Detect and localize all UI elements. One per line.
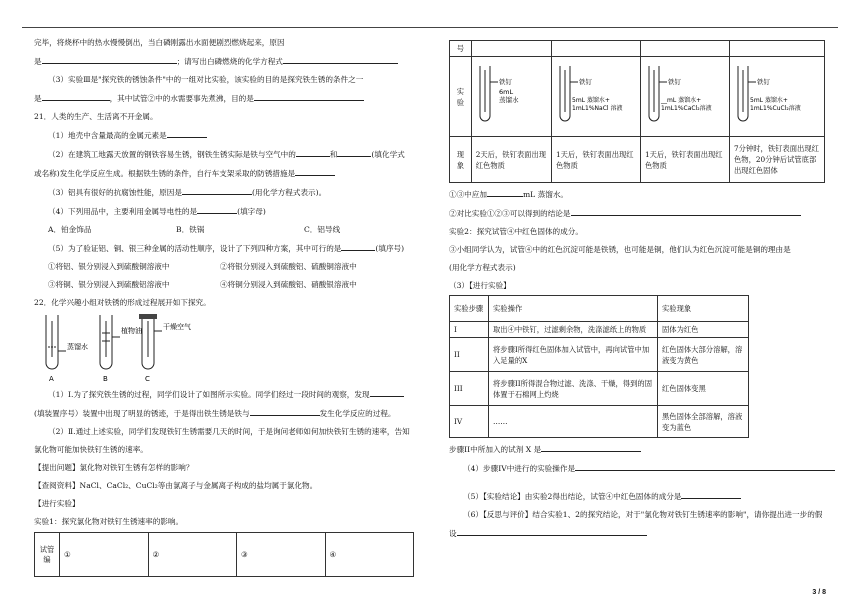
text-line: （1）Ⅰ.为了探究铁生锈的过程，同学们设计了如图所示实验。同学们经过一段时间的观察，发现 [34,387,426,401]
test-tube-icon [734,64,820,126]
svg-text:铁钉: 铁钉 [578,78,592,86]
experiment-2-table [449,295,749,438]
right-column [449,40,837,540]
table-header-cell: 实验步骤 [450,296,489,322]
text-line: ③小组同学认为，试管④中的红色沉淀可能是铁锈，也可能是铜，他们认为红色沉淀可能是铜的理由是 [449,245,791,254]
label-a: A [49,375,54,383]
svg-text:__mL 蒸馏水+: __mL 蒸馏水+ [660,97,702,104]
svg-text:铁钉: 铁钉 [498,78,512,86]
table-cell: 将步骤I所得红色固体加入试管中，再向试管中加入足量的X [489,338,658,372]
text-line: （2）在建筑工地露天放置的钢铁容易生锈，钢铁生锈实际是铁与空气中的 和 (填化学式 [34,147,426,161]
text-line: ①③中应加 mL 蒸馏水。 [449,187,837,201]
left-column [34,36,426,577]
question-21: 21．人类的生产、生活离不开金属。 [34,112,158,121]
table-cell: 将步骤II所得混合物过滤、洗涤、干燥，得到的固体置于石棉网上灼烧 [489,372,658,406]
label-b: B [103,375,108,383]
label-dry-air: 干燥空气 [163,323,191,331]
label-oil: 植物油 [121,327,142,335]
label-c: C [145,375,150,383]
svg-text:5mL 蒸馏水+: 5mL 蒸馏水+ [571,97,610,104]
experiment-1-table-top [34,532,414,577]
text-line: (填装置序号）装置中出现了明显的锈迹，于是得出铁生锈是铁与 发生化学反应的过程。 [34,406,426,420]
table-cell: 7分钟时，铁钉表面出现红色物，20分钟后试管底部出现红色固体 [730,137,825,183]
tube-cell [471,57,551,137]
text-line: （5）【实验结论】由实验2得出结论，试管④中红色固体的成分是 [449,489,837,503]
row-label: 实验 [450,57,472,137]
table-cell: III [450,372,489,406]
table-cell: ② [148,533,237,577]
svg-text:1mL1%CaCl₂溶液: 1mL1%CaCl₂溶液 [660,105,712,112]
table-cell: ① [60,533,149,577]
text-line: 实验1：探究氯化物对铁钉生锈速率的影响。 [34,517,184,526]
tube-cell [551,57,640,137]
text-line: 【提出问题】氯化物对铁钉生锈有怎样的影响？ [34,463,194,472]
svg-text:6mL: 6mL [498,88,513,96]
text-line: 是 ，其中试管②中的水需要事先煮沸，目的是 [34,91,426,105]
svg-text:铁钉: 铁钉 [667,78,681,86]
table-cell: 固体为红色 [658,322,749,338]
table-cell: IV [450,406,489,438]
table-header-cell: 实验现象 [658,296,749,322]
text-line: 实验2：探究试管④中红色固体的成分。 [449,227,583,236]
plan-row: ①将铝、银分别浸入到硫酸铜溶液中 ②将银分别浸入到硫酸铝、硫酸铜溶液中 [48,262,357,271]
test-tube-icon [476,64,546,126]
text-line: ②对比实验①②③可以得到的结论是 [449,206,837,220]
table-header-cell: 实验操作 [489,296,658,322]
svg-text:铁钉: 铁钉 [757,78,770,86]
svg-text:蒸馏水: 蒸馏水 [498,96,519,104]
text-line: （4）步骤IV中进行的实验操作是 [449,461,837,475]
text-line: （3）【进行实验】 [449,281,511,290]
table-cell: 1天后，铁钉表面出现红色物质 [551,137,640,183]
header-rule [22,27,838,28]
label-water: 蒸馏水 [67,343,88,351]
tube-cell [730,57,825,137]
question-22: 22．化学兴趣小组对铁锈的形成过程展开如下探究。 [34,298,211,307]
table-cell: 取出④中铁钉，过滤剩余物，洗涤滤纸上的物质 [489,322,658,338]
text-line: 或名称)发生化学反应生成。根据铁生锈的条件，自行车支架采取的防锈措施是 [34,166,426,180]
table-header-cell: 号 [450,41,472,57]
table-cell: II [450,338,489,372]
text-line: （3）铝具有很好的抗腐蚀性能，原因是 (用化学方程式表示)。 [34,185,426,199]
text-line: (用化学方程式表示) [449,263,516,272]
table-cell: 红色固体大部分溶解，溶液变为黄色 [658,338,749,372]
options-row [34,223,426,236]
table-cell: 2天后，铁钉表面出现红色物质 [471,137,551,183]
text-line: 设 [449,526,837,540]
text-line: 氯化物可能加快铁钉生锈的速率。 [34,445,148,454]
test-tube-icon [645,64,725,126]
table-cell: 黑色固体全部溶解，溶液变为蓝色 [658,406,749,438]
table-header-cell: 试管编 [35,533,60,577]
row-label: 现象 [450,137,472,183]
text-line: 是 ；请写出白磷燃烧的化学方程式 [34,54,426,68]
text-line: （6）【反思与评价】结合实验1、2的探究结论，对于"氯化物对铁钉生锈速率的影响"，请你提出进一步的假 [463,510,823,519]
text-line: 【进行实验】 [34,499,80,508]
svg-text:5mL 蒸馏水+: 5mL 蒸馏水+ [750,97,788,104]
svg-text:1mL1%NaCl 溶液: 1mL1%NaCl 溶液 [571,105,623,112]
option-a: A．铂金饰品 [48,225,92,234]
table-cell: 1天后，铁钉表面出现红色物质 [640,137,729,183]
table-cell: ③ [237,533,326,577]
experiment-1-table-bottom [449,40,825,183]
option-b: B．铁锅 [176,225,205,234]
table-cell: …… [489,406,658,438]
text-line: 【查阅资料】NaCl、CaCl₂、CuCl₂等由氯离子与金属离子构成的盐均属于氯化物。 [34,481,318,490]
svg-text:1mL1%CuCl₂溶液: 1mL1%CuCl₂溶液 [750,105,801,112]
text-line: （2）Ⅱ.通过上述实验，同学们发现铁钉生锈需要几天的时间，于是询问老师如何加快铁钉生锈的速率，告知 [48,427,410,436]
option-c: C．铝导线 [304,225,341,234]
text-line: （5）为了验证铝、铜、银三种金属的活动性顺序，设计了下列四种方案，其中可行的是 (填序号) [34,241,426,255]
text-line: （3）实验Ⅲ是"探究铁的锈蚀条件"中的一组对比实验，该实验的目的是探究铁生锈的条件之一 [48,75,364,84]
text-line: 完毕，将烧杯中的热水慢慢倒出，当白磷刚露出水面便剧烈燃烧起来，原因 [34,38,285,47]
table-cell: ④ [325,533,414,577]
table-cell: I [450,322,489,338]
test-tube-figure [38,311,218,385]
text-line: （4）下列用品中，主要利用金属导电性的是 (填字母) [34,204,426,218]
page-number: 3 / 8 [812,589,826,596]
text-line: 步骤II中所加入的试剂 X 是 [449,442,837,456]
text-line: （1）地壳中含量最高的金属元素是 [34,128,426,142]
tube-cell [640,57,729,137]
plan-row: ③将铜、银分别浸入到硫酸铝溶液中 ④将铜分别浸入到硫酸铝、硝酸银溶液中 [48,280,357,289]
table-cell: 红色固体变黑 [658,372,749,406]
test-tube-icon [556,64,636,126]
